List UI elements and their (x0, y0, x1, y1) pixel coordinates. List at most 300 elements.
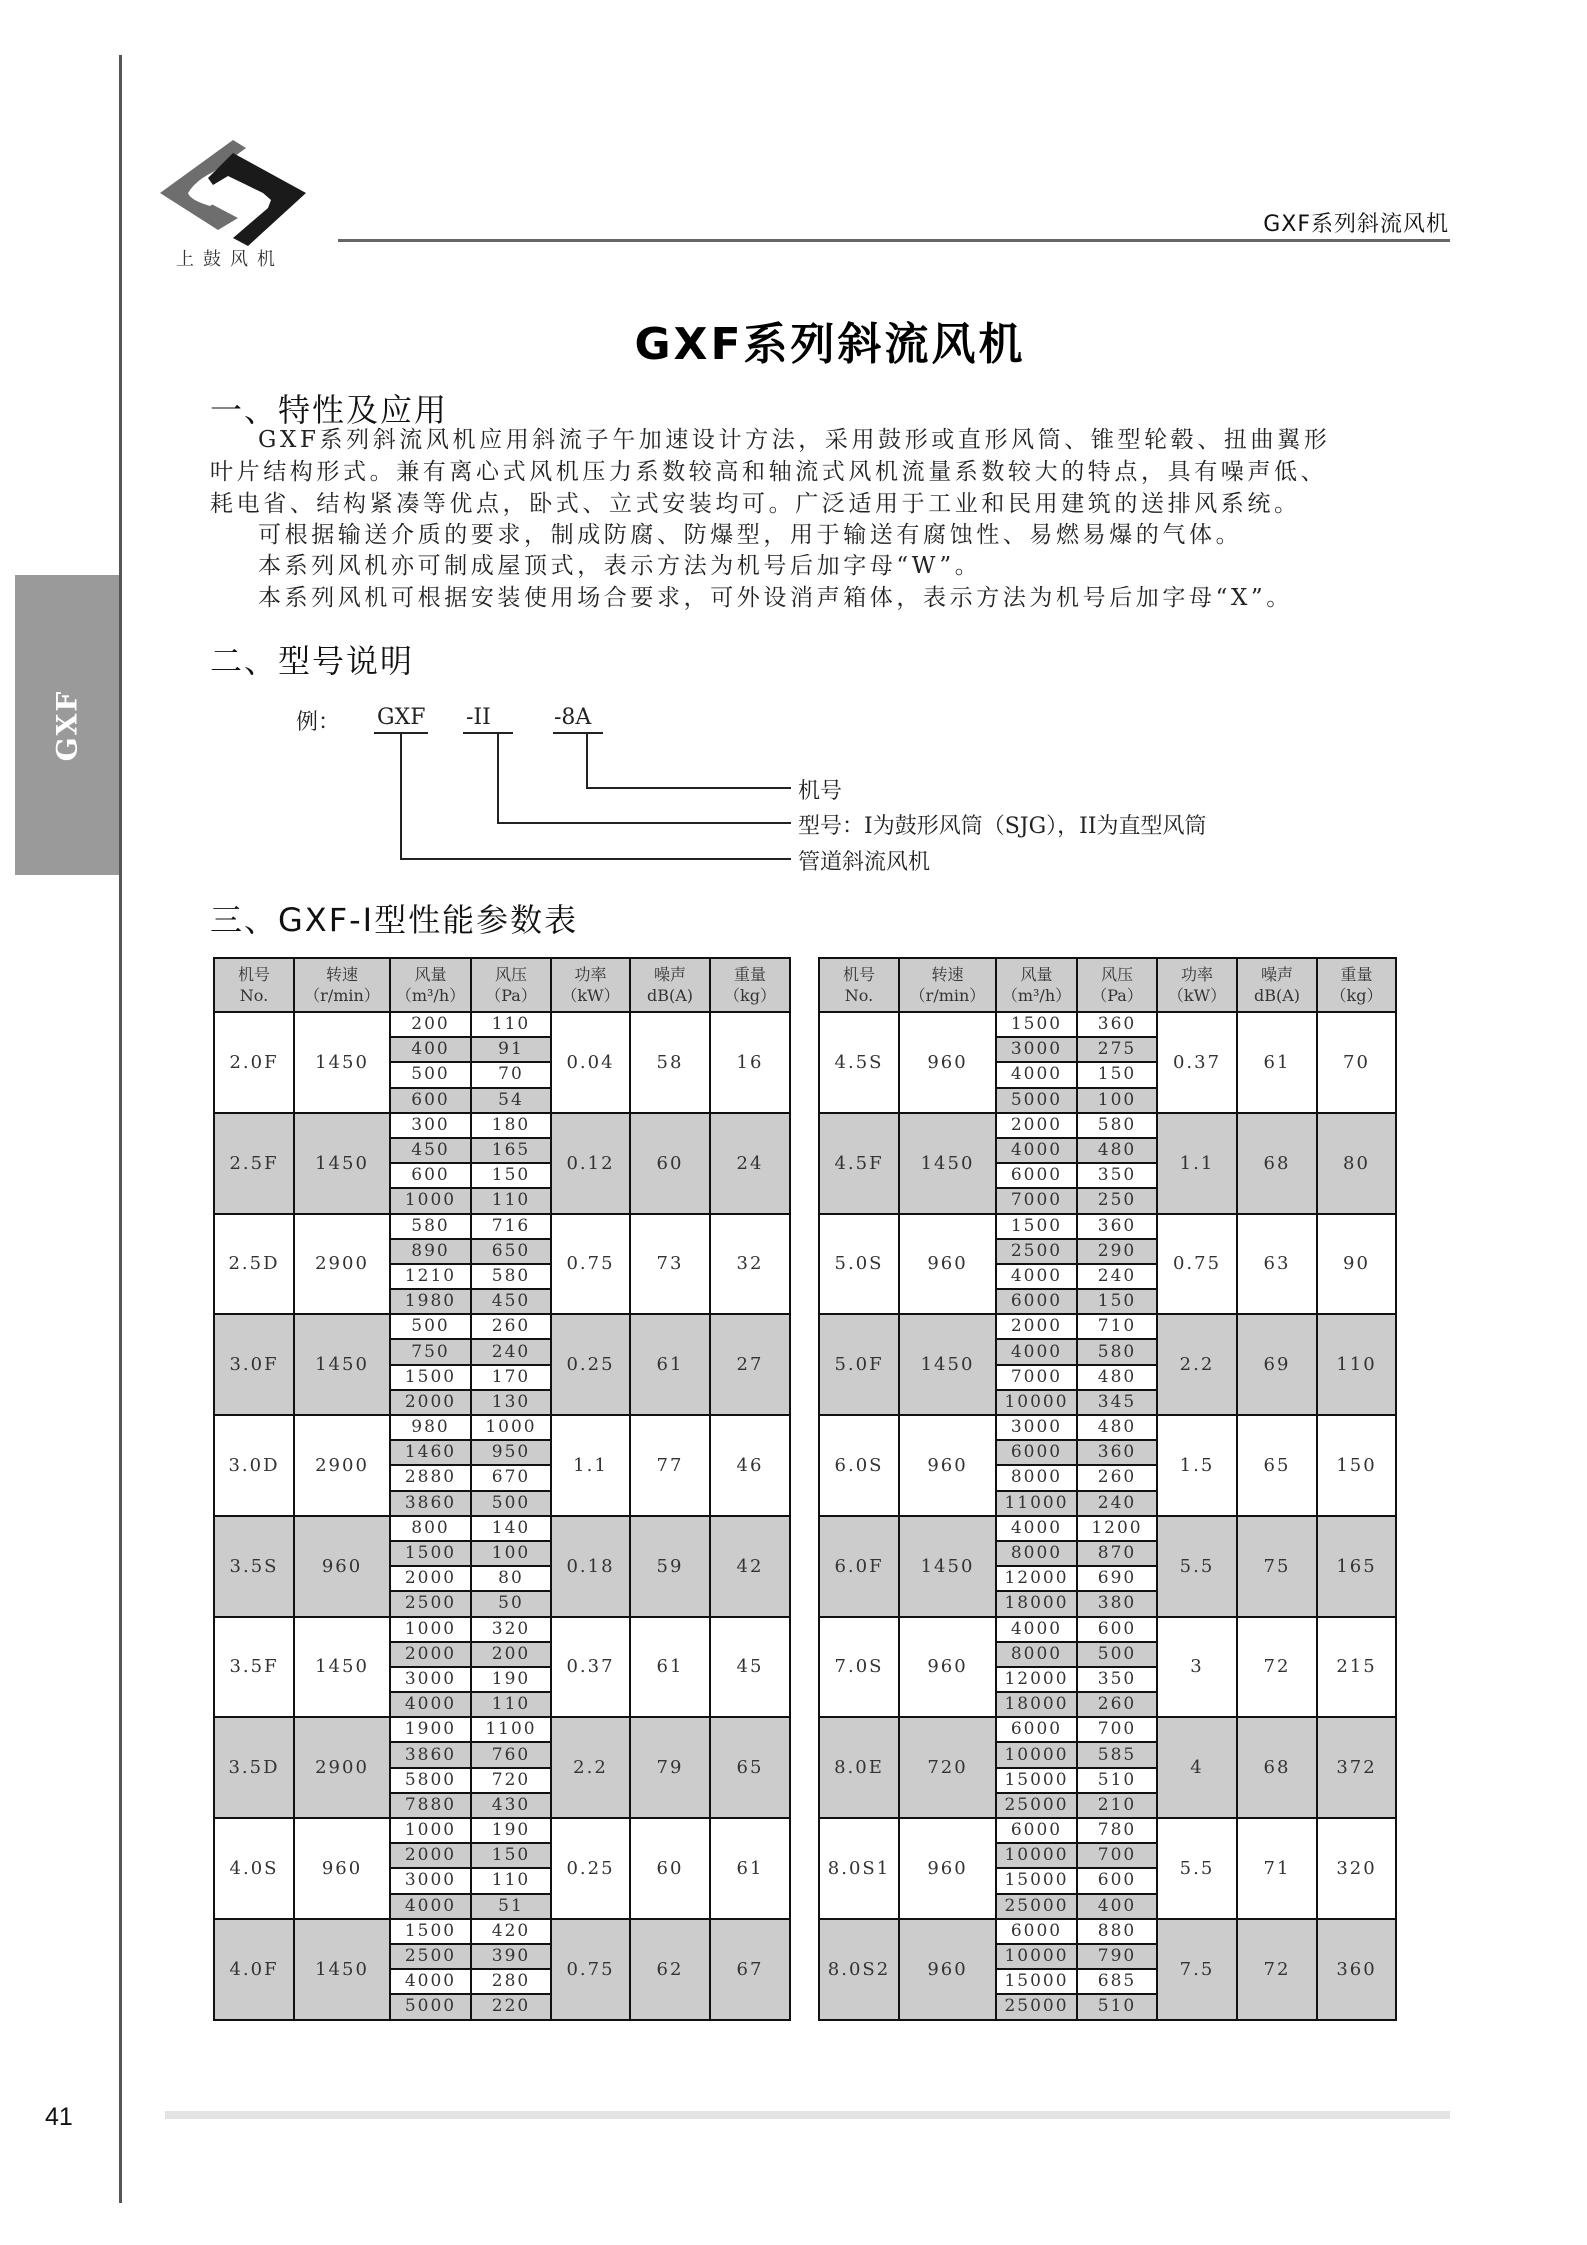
table-row (214, 1617, 790, 1642)
cell-pressure: 360 (1077, 1012, 1157, 1037)
table-row (819, 1516, 1396, 1541)
cell-power: 0.75 (551, 1214, 630, 1315)
cell-air-flow: 12000 (996, 1566, 1077, 1591)
column-header (214, 958, 294, 1012)
cell-pressure: 710 (1077, 1314, 1157, 1339)
cell-weight: 61 (710, 1818, 790, 1919)
cell-power: 2.2 (551, 1717, 630, 1818)
cell-weight: 65 (710, 1717, 790, 1818)
cell-weight: 45 (710, 1617, 790, 1718)
cell-pressure: 420 (471, 1919, 551, 1944)
cell-power: 4 (1157, 1717, 1237, 1818)
cell-pressure: 700 (1077, 1717, 1157, 1742)
header-rule (338, 239, 1450, 242)
table-header-row (819, 958, 1396, 1012)
cell-air-flow: 1000 (390, 1617, 471, 1642)
cell-air-flow: 7000 (996, 1365, 1077, 1390)
cell-air-flow: 5000 (996, 1088, 1077, 1113)
cell-air-flow: 4000 (390, 1692, 471, 1717)
column-header-cn: 噪声 (653, 965, 686, 984)
cell-air-flow: 4000 (996, 1516, 1077, 1541)
column-header-cn: 风量 (1020, 965, 1053, 984)
cell-pressure: 760 (471, 1742, 551, 1767)
column-header-unit: （r/min） (304, 986, 380, 1005)
cell-weight: 42 (710, 1516, 790, 1617)
cell-pressure: 260 (471, 1314, 551, 1339)
cell-pressure: 480 (1077, 1138, 1157, 1163)
cell-noise: 79 (630, 1717, 710, 1818)
column-header-cn: 噪声 (1260, 965, 1293, 984)
column-header-cn: 机号 (237, 965, 270, 984)
paragraph-line: 叶片结构形式。兼有离心式风机压力系数较高和轴流式风机流量系数较大的特点，具有噪声低、 (210, 459, 1328, 485)
cell-speed: 960 (294, 1818, 390, 1919)
cell-model-no: 5.0F (819, 1314, 899, 1415)
cell-power: 5.5 (1157, 1818, 1237, 1919)
cell-pressure: 720 (471, 1768, 551, 1793)
cell-pressure: 260 (1077, 1692, 1157, 1717)
cell-pressure: 670 (471, 1465, 551, 1490)
cell-air-flow: 4000 (996, 1062, 1077, 1087)
cell-weight: 165 (1317, 1516, 1396, 1617)
cell-pressure: 54 (471, 1088, 551, 1113)
cell-air-flow: 7000 (996, 1188, 1077, 1213)
cell-noise: 69 (1237, 1314, 1317, 1415)
left-margin-line (119, 55, 122, 2203)
table-row (214, 1717, 790, 1742)
cell-pressure: 480 (1077, 1415, 1157, 1440)
cell-air-flow: 15000 (996, 1868, 1077, 1893)
column-header-unit: （Pa） (485, 986, 537, 1005)
cell-air-flow: 15000 (996, 1969, 1077, 1994)
underline-number (553, 732, 603, 734)
cell-pressure: 80 (471, 1566, 551, 1591)
cell-noise: 72 (1237, 1617, 1317, 1718)
cell-air-flow: 450 (390, 1138, 471, 1163)
cell-air-flow: 2000 (996, 1113, 1077, 1138)
cell-speed: 1450 (294, 1314, 390, 1415)
cell-model-no: 3.5F (214, 1617, 294, 1718)
connector-series-v (400, 732, 402, 860)
cell-air-flow: 6000 (996, 1163, 1077, 1188)
company-logo-icon (158, 138, 308, 248)
column-header-unit: （kW） (561, 986, 620, 1005)
column-header-unit: （kg） (724, 986, 776, 1005)
column-header-unit: dB(A) (646, 986, 694, 1005)
cell-air-flow: 800 (390, 1516, 471, 1541)
cell-air-flow: 580 (390, 1214, 471, 1239)
connector-series-h (400, 858, 791, 860)
cell-air-flow: 10000 (996, 1944, 1077, 1969)
cell-power: 5.5 (1157, 1516, 1237, 1617)
column-header-cn: 风量 (414, 965, 447, 984)
cell-power: 0.25 (551, 1314, 630, 1415)
table-header-row (214, 958, 790, 1012)
table-row (214, 1415, 790, 1440)
cell-air-flow: 6000 (996, 1919, 1077, 1944)
cell-air-flow: 4000 (996, 1138, 1077, 1163)
cell-pressure: 500 (1077, 1642, 1157, 1667)
explanation-type: 型号：I为鼓形风筒（SJG），II为直型风筒 (798, 814, 1207, 839)
cell-air-flow: 3000 (390, 1868, 471, 1893)
cell-air-flow: 11000 (996, 1491, 1077, 1516)
cell-pressure: 140 (471, 1516, 551, 1541)
cell-weight: 80 (1317, 1113, 1396, 1214)
cell-model-no: 3.0F (214, 1314, 294, 1415)
cell-air-flow: 1900 (390, 1717, 471, 1742)
cell-power: 0.18 (551, 1516, 630, 1617)
column-header-unit: No. (239, 986, 269, 1005)
cell-weight: 110 (1317, 1314, 1396, 1415)
cell-pressure: 650 (471, 1239, 551, 1264)
cell-pressure: 1000 (471, 1415, 551, 1440)
cell-air-flow: 1000 (390, 1818, 471, 1843)
cell-pressure: 685 (1077, 1969, 1157, 1994)
paragraph-line: 本系列风机亦可制成屋顶式，表示方法为机号后加字母“W”。 (258, 553, 982, 579)
cell-speed: 960 (899, 1012, 996, 1113)
cell-weight: 46 (710, 1415, 790, 1516)
header-title: GXF系列斜流风机 (1263, 212, 1449, 237)
cell-air-flow: 6000 (996, 1717, 1077, 1742)
section-heading-features: 一、特性及应用 (210, 391, 449, 429)
cell-air-flow: 6000 (996, 1289, 1077, 1314)
cell-air-flow: 2500 (390, 1944, 471, 1969)
table-row (819, 1113, 1396, 1138)
cell-air-flow: 3000 (390, 1667, 471, 1692)
cell-pressure: 360 (1077, 1214, 1157, 1239)
cell-air-flow: 980 (390, 1415, 471, 1440)
column-header (630, 958, 710, 1012)
cell-air-flow: 25000 (996, 1793, 1077, 1818)
section-heading-table: 三、GXF-Ⅰ型性能参数表 (210, 901, 579, 939)
cell-speed: 2900 (294, 1415, 390, 1516)
connector-type-h (497, 822, 791, 824)
cell-model-no: 7.0S (819, 1617, 899, 1718)
cell-air-flow: 15000 (996, 1768, 1077, 1793)
cell-pressure: 110 (471, 1868, 551, 1893)
cell-weight: 70 (1317, 1012, 1396, 1113)
cell-model-no: 4.5F (819, 1113, 899, 1214)
cell-air-flow: 4000 (996, 1264, 1077, 1289)
cell-air-flow: 1500 (996, 1214, 1077, 1239)
cell-air-flow: 18000 (996, 1692, 1077, 1717)
cell-air-flow: 6000 (996, 1818, 1077, 1843)
example-label: 例： (296, 710, 341, 735)
cell-noise: 59 (630, 1516, 710, 1617)
cell-model-no: 3.0D (214, 1415, 294, 1516)
cell-air-flow: 3000 (996, 1037, 1077, 1062)
cell-power: 3 (1157, 1617, 1237, 1718)
cell-air-flow: 25000 (996, 1894, 1077, 1919)
cell-model-no: 4.0S (214, 1818, 294, 1919)
cell-weight: 320 (1317, 1818, 1396, 1919)
column-header-unit: （m³/h） (1001, 986, 1072, 1005)
cell-model-no: 3.5S (214, 1516, 294, 1617)
cell-model-no: 6.0S (819, 1415, 899, 1516)
cell-pressure: 880 (1077, 1919, 1157, 1944)
table-row (819, 1314, 1396, 1339)
cell-power: 0.37 (1157, 1012, 1237, 1113)
table-row (819, 1919, 1396, 1944)
cell-pressure: 150 (471, 1163, 551, 1188)
cell-pressure: 170 (471, 1365, 551, 1390)
column-header (471, 958, 551, 1012)
cell-pressure: 585 (1077, 1742, 1157, 1767)
cell-speed: 960 (294, 1516, 390, 1617)
cell-air-flow: 2000 (390, 1390, 471, 1415)
cell-air-flow: 1500 (390, 1541, 471, 1566)
cell-pressure: 280 (471, 1969, 551, 1994)
paragraph-line: 耗电省、结构紧凑等优点，卧式、立式安装均可。广泛适用于工业和民用建筑的送排风系统。 (210, 491, 1301, 517)
cell-pressure: 240 (1077, 1491, 1157, 1516)
cell-weight: 150 (1317, 1415, 1396, 1516)
cell-pressure: 350 (1077, 1163, 1157, 1188)
table-row (214, 1113, 790, 1138)
column-header-cn: 转速 (325, 965, 358, 984)
cell-pressure: 250 (1077, 1188, 1157, 1213)
cell-air-flow: 890 (390, 1239, 471, 1264)
cell-air-flow: 4000 (996, 1617, 1077, 1642)
cell-power: 1.5 (1157, 1415, 1237, 1516)
cell-air-flow: 5800 (390, 1768, 471, 1793)
column-header (551, 958, 630, 1012)
cell-pressure: 600 (1077, 1617, 1157, 1642)
cell-pressure: 480 (1077, 1365, 1157, 1390)
cell-weight: 90 (1317, 1214, 1396, 1315)
column-header-unit: （m³/h） (395, 986, 466, 1005)
cell-pressure: 165 (471, 1138, 551, 1163)
cell-weight: 360 (1317, 1919, 1396, 2020)
cell-air-flow: 2000 (390, 1566, 471, 1591)
column-header-unit: （kW） (1167, 986, 1227, 1005)
column-header (899, 958, 996, 1012)
column-header (710, 958, 790, 1012)
explanation-number: 机号 (798, 779, 843, 804)
cell-noise: 72 (1237, 1919, 1317, 2020)
cell-air-flow: 1000 (390, 1188, 471, 1213)
cell-air-flow: 600 (390, 1088, 471, 1113)
cell-pressure: 780 (1077, 1818, 1157, 1843)
column-header-cn: 风压 (1100, 965, 1133, 984)
cell-power: 0.04 (551, 1012, 630, 1113)
cell-air-flow: 2000 (390, 1843, 471, 1868)
cell-model-no: 2.0F (214, 1012, 294, 1113)
cell-air-flow: 25000 (996, 1994, 1077, 2019)
cell-speed: 1450 (294, 1919, 390, 2020)
cell-weight: 16 (710, 1012, 790, 1113)
cell-pressure: 690 (1077, 1566, 1157, 1591)
cell-speed: 960 (899, 1617, 996, 1718)
cell-speed: 1450 (294, 1113, 390, 1214)
table-row (819, 1717, 1396, 1742)
cell-noise: 68 (1237, 1717, 1317, 1818)
cell-weight: 27 (710, 1314, 790, 1415)
explanation-series: 管道斜流风机 (798, 850, 931, 875)
cell-weight: 24 (710, 1113, 790, 1214)
cell-pressure: 91 (471, 1037, 551, 1062)
column-header (819, 958, 899, 1012)
cell-noise: 68 (1237, 1113, 1317, 1214)
column-header-cn: 重量 (733, 965, 766, 984)
cell-pressure: 450 (471, 1289, 551, 1314)
cell-pressure: 716 (471, 1214, 551, 1239)
cell-noise: 58 (630, 1012, 710, 1113)
cell-model-no: 3.5D (214, 1717, 294, 1818)
paragraph-line: 可根据输送介质的要求，制成防腐、防爆型，用于输送有腐蚀性、易燃易爆的气体。 (258, 522, 1243, 548)
cell-pressure: 150 (1077, 1062, 1157, 1087)
cell-pressure: 500 (471, 1491, 551, 1516)
cell-air-flow: 500 (390, 1062, 471, 1087)
cell-pressure: 200 (471, 1642, 551, 1667)
column-header-cn: 功率 (1180, 965, 1213, 984)
cell-pressure: 390 (471, 1944, 551, 1969)
cell-model-no: 4.5S (819, 1012, 899, 1113)
column-header-unit: （Pa） (1091, 986, 1143, 1005)
model-part-type: -II (466, 705, 491, 730)
cell-pressure: 580 (471, 1264, 551, 1289)
cell-pressure: 190 (471, 1818, 551, 1843)
cell-pressure: 110 (471, 1188, 551, 1213)
cell-speed: 720 (899, 1717, 996, 1818)
cell-speed: 2900 (294, 1717, 390, 1818)
cell-pressure: 260 (1077, 1465, 1157, 1490)
cell-pressure: 110 (471, 1692, 551, 1717)
table-row (214, 1919, 790, 1944)
model-part-series: GXF (377, 705, 426, 730)
cell-noise: 62 (630, 1919, 710, 2020)
column-header-cn: 重量 (1340, 965, 1373, 984)
cell-air-flow: 2000 (996, 1314, 1077, 1339)
side-tab-label: GXF (50, 689, 84, 761)
connector-number-v (586, 732, 588, 789)
cell-power: 1.1 (551, 1415, 630, 1516)
table-row (214, 1818, 790, 1843)
cell-pressure: 180 (471, 1113, 551, 1138)
cell-speed: 1450 (899, 1516, 996, 1617)
cell-pressure: 700 (1077, 1843, 1157, 1868)
side-tab (15, 575, 119, 875)
column-header (1317, 958, 1396, 1012)
column-header (1237, 958, 1317, 1012)
cell-power: 0.25 (551, 1818, 630, 1919)
table-row (819, 1012, 1396, 1037)
cell-pressure: 150 (1077, 1289, 1157, 1314)
cell-noise: 73 (630, 1214, 710, 1315)
table-row (819, 1415, 1396, 1440)
cell-pressure: 50 (471, 1591, 551, 1616)
connector-number-h (586, 787, 791, 789)
cell-air-flow: 3000 (996, 1415, 1077, 1440)
cell-pressure: 350 (1077, 1667, 1157, 1692)
cell-power: 0.37 (551, 1617, 630, 1718)
cell-speed: 1450 (899, 1113, 996, 1214)
cell-air-flow: 500 (390, 1314, 471, 1339)
cell-pressure: 400 (1077, 1894, 1157, 1919)
table-row (214, 1012, 790, 1037)
cell-noise: 63 (1237, 1214, 1317, 1315)
cell-weight: 215 (1317, 1617, 1396, 1718)
paragraph-line: 本系列风机可根据安装使用场合要求，可外设消声箱体，表示方法为机号后加字母“X”。 (258, 585, 1293, 611)
column-header-cn: 功率 (574, 965, 607, 984)
cell-pressure: 380 (1077, 1591, 1157, 1616)
cell-air-flow: 1210 (390, 1264, 471, 1289)
cell-pressure: 510 (1077, 1994, 1157, 2019)
column-header (294, 958, 390, 1012)
cell-air-flow: 8000 (996, 1642, 1077, 1667)
cell-noise: 71 (1237, 1818, 1317, 1919)
section-heading-model: 二、型号说明 (210, 642, 415, 680)
cell-model-no: 8.0S1 (819, 1818, 899, 1919)
performance-table-left (213, 957, 791, 2021)
cell-air-flow: 1500 (390, 1365, 471, 1390)
cell-noise: 61 (1237, 1012, 1317, 1113)
cell-noise: 61 (630, 1617, 710, 1718)
page-number: 41 (45, 2103, 73, 2131)
cell-pressure: 430 (471, 1793, 551, 1818)
column-header (1077, 958, 1157, 1012)
cell-pressure: 870 (1077, 1541, 1157, 1566)
cell-air-flow: 7880 (390, 1793, 471, 1818)
cell-pressure: 290 (1077, 1239, 1157, 1264)
cell-air-flow: 4000 (996, 1339, 1077, 1364)
connector-type-v (497, 732, 499, 824)
cell-pressure: 1100 (471, 1717, 551, 1742)
logo-text: 上鼓风机 (176, 249, 284, 270)
underline-type (463, 732, 513, 734)
column-header-unit: No. (844, 986, 874, 1005)
cell-pressure: 600 (1077, 1868, 1157, 1893)
cell-pressure: 70 (471, 1062, 551, 1087)
column-header-cn: 转速 (931, 965, 964, 984)
cell-pressure: 510 (1077, 1768, 1157, 1793)
cell-air-flow: 300 (390, 1113, 471, 1138)
cell-pressure: 220 (471, 1994, 551, 2019)
cell-pressure: 320 (471, 1617, 551, 1642)
cell-pressure: 345 (1077, 1390, 1157, 1415)
table-row (819, 1617, 1396, 1642)
cell-air-flow: 6000 (996, 1440, 1077, 1465)
column-header-unit: （r/min） (909, 986, 986, 1005)
cell-pressure: 110 (471, 1012, 551, 1037)
cell-pressure: 790 (1077, 1944, 1157, 1969)
cell-air-flow: 8000 (996, 1465, 1077, 1490)
cell-speed: 1450 (899, 1314, 996, 1415)
cell-air-flow: 200 (390, 1012, 471, 1037)
cell-pressure: 580 (1077, 1339, 1157, 1364)
cell-pressure: 190 (471, 1667, 551, 1692)
table-row (819, 1818, 1396, 1843)
cell-noise: 61 (630, 1314, 710, 1415)
cell-pressure: 130 (471, 1390, 551, 1415)
cell-pressure: 275 (1077, 1037, 1157, 1062)
table-row (819, 1214, 1396, 1239)
table-row (214, 1214, 790, 1239)
cell-air-flow: 18000 (996, 1591, 1077, 1616)
cell-speed: 960 (899, 1919, 996, 2020)
cell-model-no: 4.0F (214, 1919, 294, 2020)
column-header-unit: dB(A) (1253, 986, 1301, 1005)
paragraph-line: GXF系列斜流风机应用斜流子午加速设计方法，采用鼓形或直形风筒、锥型轮毂、扭曲翼形 (258, 427, 1331, 453)
cell-noise: 60 (630, 1113, 710, 1214)
cell-air-flow: 10000 (996, 1742, 1077, 1767)
cell-air-flow: 10000 (996, 1843, 1077, 1868)
cell-speed: 960 (899, 1818, 996, 1919)
performance-table-right (818, 957, 1397, 2021)
cell-pressure: 360 (1077, 1440, 1157, 1465)
column-header (1157, 958, 1237, 1012)
cell-speed: 1450 (294, 1012, 390, 1113)
cell-power: 7.5 (1157, 1919, 1237, 2020)
cell-speed: 960 (899, 1415, 996, 1516)
